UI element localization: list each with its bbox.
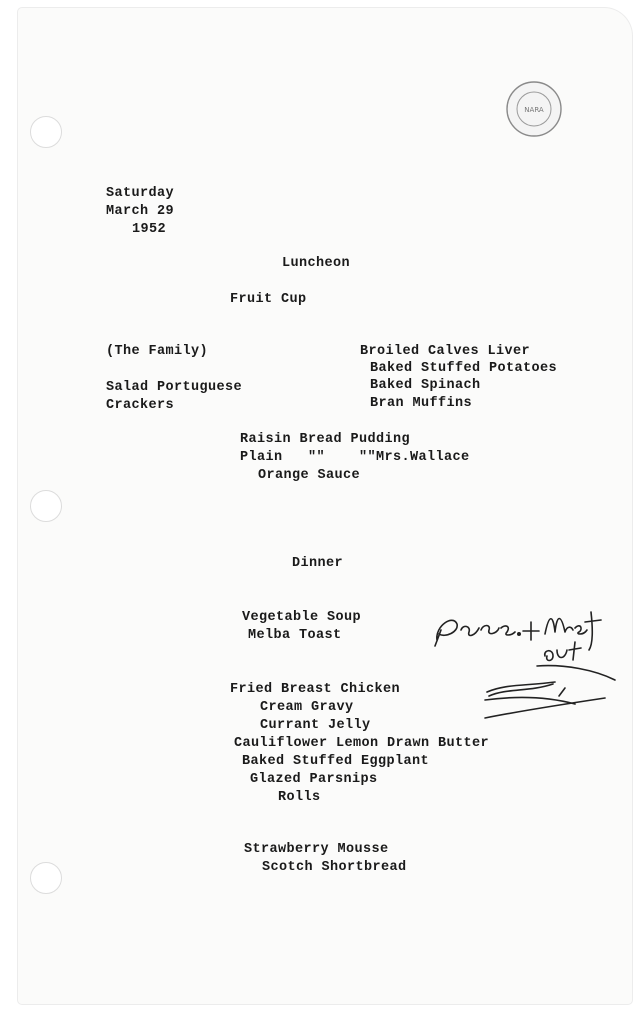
binder-hole (30, 490, 62, 522)
family-label: (The Family) (106, 344, 209, 359)
menu-item: Melba Toast (248, 628, 342, 643)
library-stamp-icon (505, 80, 563, 138)
dinner-title: Dinner (292, 556, 344, 571)
menu-item: Currant Jelly (260, 718, 371, 733)
menu-item: Plain "" ""Mrs.Wallace (240, 450, 470, 465)
menu-item: Strawberry Mousse (244, 842, 389, 857)
menu-item: Baked Stuffed Eggplant (242, 754, 430, 769)
menu-item: Cauliflower Lemon Drawn Butter (234, 736, 490, 751)
menu-item: Glazed Parsnips (250, 772, 378, 787)
menu-item: Baked Stuffed Potatoes (370, 361, 558, 376)
luncheon-course: Fruit Cup (230, 292, 307, 307)
menu-item: Vegetable Soup (242, 610, 362, 625)
date-day: Saturday (106, 186, 175, 201)
menu-item: Rolls (278, 790, 321, 805)
menu-item: Scotch Shortbread (262, 860, 407, 875)
binder-hole (30, 862, 62, 894)
menu-item: Bran Muffins (370, 396, 473, 411)
menu-item: Baked Spinach (370, 378, 481, 393)
svg-text:NARA: NARA (524, 106, 544, 114)
date-year: 1952 (132, 222, 167, 237)
menu-item: Cream Gravy (260, 700, 354, 715)
handwritten-annotation (425, 600, 625, 730)
date-month: March 29 (106, 204, 175, 219)
menu-item: Raisin Bread Pudding (240, 432, 411, 447)
luncheon-title: Luncheon (282, 256, 351, 271)
menu-item: Salad Portuguese (106, 380, 243, 395)
menu-item: Orange Sauce (258, 468, 361, 483)
menu-item: Crackers (106, 398, 175, 413)
menu-item: Broiled Calves Liver (360, 344, 531, 359)
binder-hole (30, 116, 62, 148)
menu-item: Fried Breast Chicken (230, 682, 401, 697)
